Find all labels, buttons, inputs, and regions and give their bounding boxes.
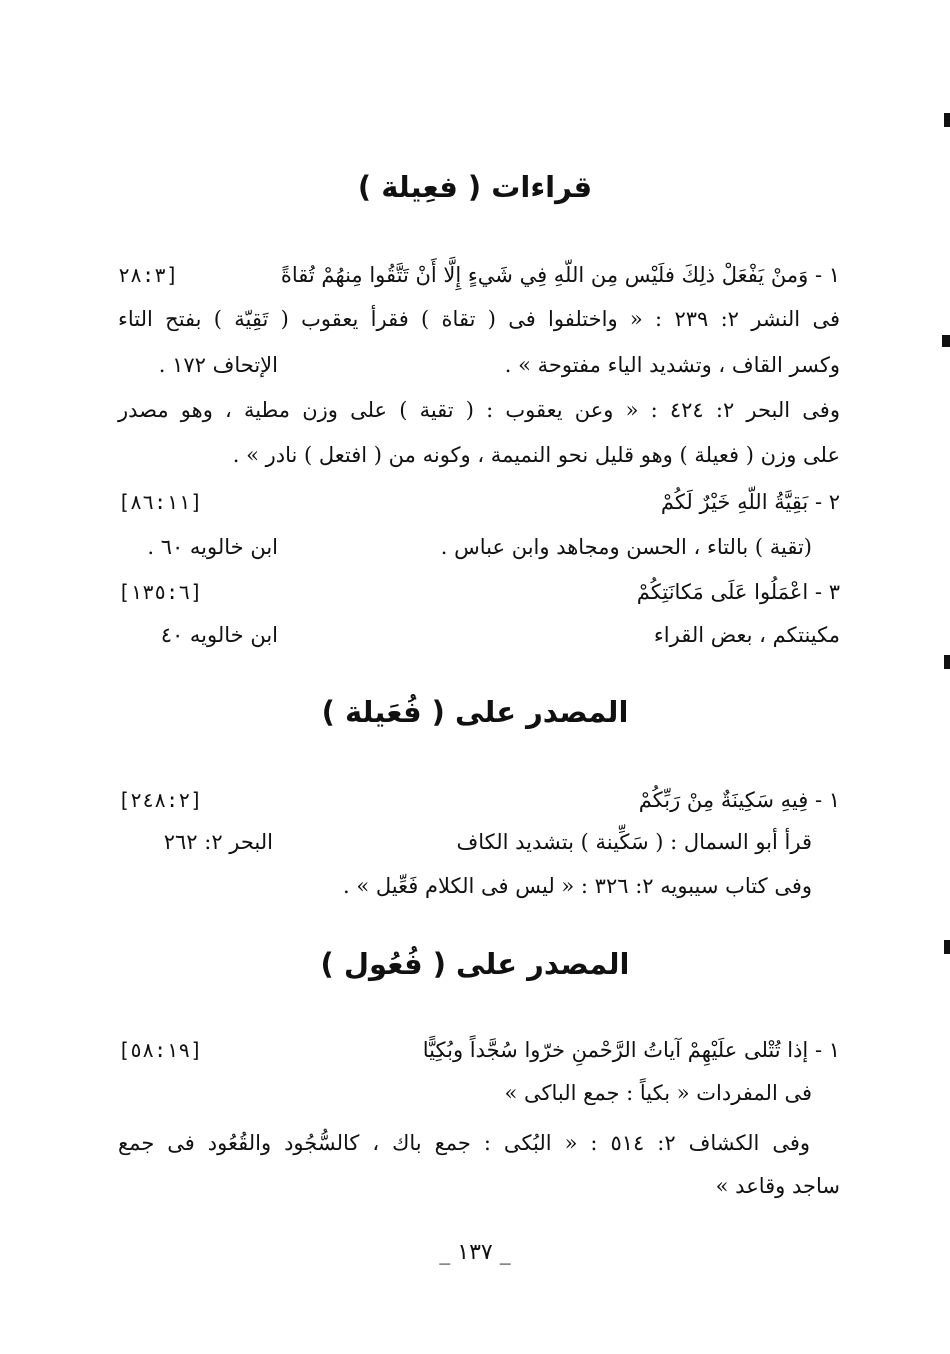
commentary-text: فى المفردات « بكياً : جمع الباكى » bbox=[504, 1081, 812, 1105]
commentary-line bbox=[118, 435, 840, 475]
commentary-line bbox=[118, 527, 840, 567]
section-heading-readings: قراءات ( فعِيلة ) bbox=[357, 170, 593, 204]
commentary-line bbox=[118, 1073, 840, 1113]
commentary-line bbox=[118, 1166, 840, 1206]
verse-text: ٣ - اعْمَلُوا عَلَى مَكانَتِكُمْ bbox=[636, 580, 840, 604]
scan-mark bbox=[944, 940, 950, 954]
verse-reference: [٢٨:٣ bbox=[118, 263, 179, 287]
commentary-text: وفى كتاب سيبويه ٢: ٣٢٦ : « ليس فى الكلام فَعِّيل » . bbox=[343, 874, 812, 898]
commentary-line: وفى البحر ٢: ٤٢٤ : « وعن يعقوب : ( تقية ) على وزن مطية ، وهو مصدر bbox=[118, 398, 840, 422]
commentary-line bbox=[118, 615, 840, 655]
commentary-text: مكينتكم ، بعض القراء bbox=[653, 623, 840, 647]
source-note: الإتحاف ١٧٢ . bbox=[158, 353, 278, 377]
verse-line bbox=[118, 255, 840, 295]
verse-text: ١ - إذا تُتْلى علَيْهِمْ آياتُ الرَّحْمنِ خرّوا سُجَّداً وبُكِيًّا bbox=[422, 1038, 840, 1062]
commentary-line: وفى الكشاف ٢: ٥١٤ : « البُكى : جمع باك ، كالسُّجُود والقُعُود فى جمع bbox=[118, 1131, 810, 1155]
commentary-text: قرأ أبو السمال : ( سَكِّينة ) بتشديد الكاف bbox=[456, 830, 812, 854]
source-note: ابن خالويه ٤٠ bbox=[160, 623, 278, 647]
verse-text: ١ - فِيهِ سَكِينَةٌ مِنْ رَبِّكُمْ bbox=[638, 788, 840, 812]
verse-reference: [١٣٥:٦] bbox=[118, 580, 203, 604]
scan-mark bbox=[944, 655, 950, 669]
verse-reference: [٥٨:١٩] bbox=[118, 1038, 203, 1062]
verse-reference: [٨٦:١١] bbox=[118, 490, 203, 514]
commentary-text: (تقية ) بالتاء ، الحسن ومجاهد وابن عباس . bbox=[440, 535, 812, 559]
commentary-text: على وزن ( فعيلة ) وهو قليل نحو النميمة ، وكونه من ( افتعل ) نادر » . bbox=[232, 443, 840, 467]
verse-text: ١ - وَمنْ يَفْعَلْ ذلِكَ فلَيْس مِن اللّهِ فِي شَيءٍ إِلَّا أَنْ تَتَّقُوا مِنهُمْ تُقاةً bbox=[280, 263, 840, 287]
verse-reference: [٢٤٨:٢] bbox=[118, 788, 203, 812]
commentary-text: وكسر القاف ، وتشديد الياء مفتوحة » . bbox=[504, 353, 840, 377]
commentary-line bbox=[118, 345, 840, 385]
commentary-line bbox=[118, 822, 840, 862]
verse-line bbox=[118, 780, 840, 820]
commentary-line: فى النشر ٢: ٢٣٩ : « واختلفوا فى ( تقاة ) فقرأ يعقوب ( تَقِيّة ) بفتح التاء bbox=[118, 307, 840, 331]
section-heading-fuayla: المصدر على ( فُعَيلة ) bbox=[321, 695, 629, 729]
verse-line bbox=[118, 482, 840, 522]
section-heading-fuul: المصدر على ( فُعُول ) bbox=[320, 947, 630, 981]
commentary-line bbox=[118, 866, 840, 906]
source-note: ابن خالويه ٦٠ . bbox=[147, 535, 278, 559]
verse-line bbox=[118, 1030, 840, 1070]
source-note: البحر ٢: ٢٦٢ bbox=[163, 830, 273, 854]
scan-mark bbox=[942, 335, 950, 347]
page-number: _ ١٣٧ _ bbox=[439, 1240, 511, 1265]
verse-text: ٢ - بَقِيَّةُ اللّهِ خَيْرٌ لَكُمْ bbox=[660, 490, 840, 514]
commentary-text: ساجد وقاعد » bbox=[715, 1174, 840, 1198]
verse-line bbox=[118, 572, 840, 612]
scan-mark bbox=[944, 113, 950, 127]
